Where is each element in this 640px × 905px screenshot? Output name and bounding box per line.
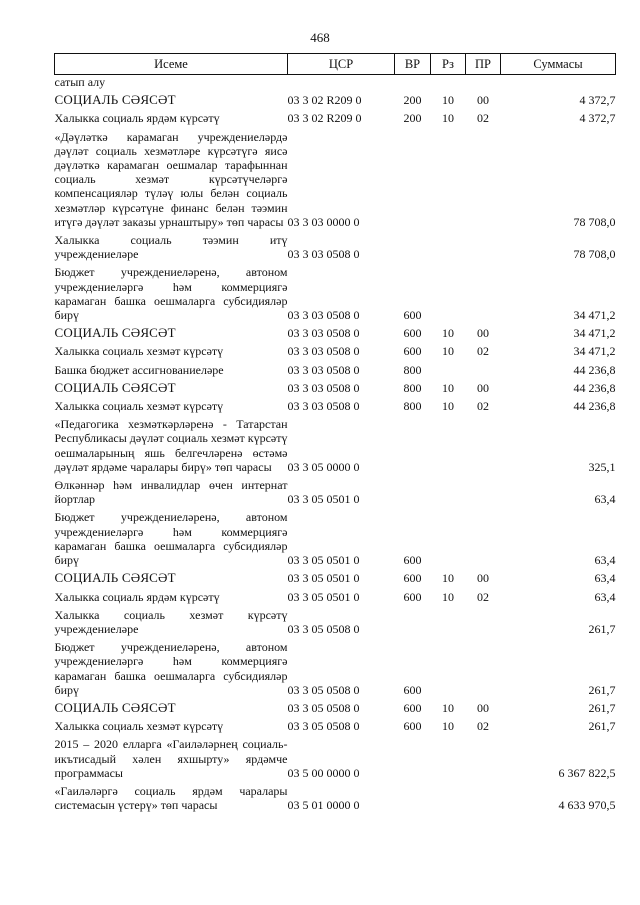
table-row <box>55 75 616 90</box>
cell-csr: 03 3 05 0501 0 <box>287 571 360 586</box>
cell-sum: 261,7 <box>588 719 616 734</box>
cell-vr <box>395 604 431 636</box>
table-row <box>55 377 616 395</box>
cell-pr <box>466 413 501 474</box>
cell-name: Халыкка социаль хезмәт күрсәтү <box>54 399 224 414</box>
cell-sum: 78 708,0 <box>573 214 616 229</box>
cell-sum: 4 372,7 <box>579 93 616 108</box>
cell-vr <box>395 780 431 812</box>
cell-pr <box>466 780 501 812</box>
cell-pr: 02 <box>477 589 489 604</box>
cell-vr: 600 <box>403 308 422 323</box>
cell-rz <box>431 474 466 506</box>
cell-pr: 02 <box>477 719 489 734</box>
cell-sum: 34 471,2 <box>573 326 616 341</box>
cell-name: Халыкка социаль хезмәт күрсәтү <box>54 719 224 734</box>
cell-rz <box>431 229 466 261</box>
cell-rz <box>431 780 466 812</box>
cell-pr: 00 <box>477 571 489 586</box>
table-body <box>55 75 616 813</box>
cell-sum: 261,7 <box>588 700 616 715</box>
cell-pr <box>466 474 501 506</box>
cell-csr: 03 3 05 0508 0 <box>287 719 360 734</box>
cell-rz: 10 <box>442 93 454 108</box>
cell-pr: 02 <box>477 399 489 414</box>
cell-sum <box>501 75 616 90</box>
header-pr: ПР <box>466 54 501 75</box>
cell-pr: 00 <box>477 326 489 341</box>
cell-csr: 03 3 05 0508 0 <box>287 682 360 697</box>
cell-rz <box>431 359 466 377</box>
table-row <box>55 604 616 636</box>
cell-csr: 03 3 05 0000 0 <box>287 459 360 474</box>
cell-rz: 10 <box>442 589 454 604</box>
cell-rz: 10 <box>442 700 454 715</box>
cell-sum: 34 471,2 <box>573 308 616 323</box>
cell-name: Халыкка социаль хезмәт күрсәтү <box>54 344 224 359</box>
cell-sum: 78 708,0 <box>573 247 616 262</box>
cell-name: Бюджет учреждениеләренә, автоном учреждениеләргә һәм коммерциягә карамаган башка оешмаларга субсидияләр бирү <box>54 510 288 568</box>
cell-rz <box>431 126 466 229</box>
cell-vr: 800 <box>403 399 422 414</box>
cell-rz: 10 <box>442 326 454 341</box>
cell-csr: 03 3 05 0508 0 <box>287 621 360 636</box>
cell-rz <box>431 733 466 780</box>
cell-name: СОЦИАЛЬ СӘЯСӘТ <box>54 325 176 341</box>
cell-pr: 00 <box>477 93 489 108</box>
cell-rz: 10 <box>442 719 454 734</box>
cell-csr: 03 5 01 0000 0 <box>287 798 360 813</box>
cell-pr <box>466 261 501 322</box>
cell-csr: 03 5 00 0000 0 <box>287 765 360 780</box>
cell-vr <box>395 733 431 780</box>
cell-vr: 600 <box>403 571 422 586</box>
cell-sum: 44 236,8 <box>573 380 616 395</box>
cell-csr: 03 3 03 0508 0 <box>287 362 360 377</box>
cell-csr: 03 3 03 0000 0 <box>287 214 360 229</box>
cell-rz <box>431 604 466 636</box>
table-header-row <box>55 54 616 75</box>
cell-vr: 200 <box>403 93 422 108</box>
cell-name: Өлкәннәр һәм инвалидлар өчен интернат йортлар <box>54 478 288 507</box>
cell-sum: 261,7 <box>588 621 616 636</box>
cell-name: сатып алу <box>54 75 106 89</box>
cell-csr: 03 3 03 0508 0 <box>287 399 360 414</box>
cell-rz <box>431 506 466 567</box>
cell-csr: 03 3 05 0501 0 <box>287 589 360 604</box>
cell-sum: 63,4 <box>594 589 616 604</box>
cell-csr: 03 3 05 0501 0 <box>287 492 360 507</box>
cell-vr: 600 <box>403 326 422 341</box>
table-row <box>55 733 616 780</box>
header-sum: Суммасы <box>501 54 616 75</box>
table-row <box>55 229 616 261</box>
cell-vr <box>395 413 431 474</box>
cell-csr: 03 3 05 0508 0 <box>287 700 360 715</box>
cell-name: Бюджет учреждениеләренә, автоном учреждениеләргә һәм коммерциягә карамаган башка оешмаларга субсидияләр бирү <box>54 640 288 697</box>
cell-sum: 4 633 970,5 <box>558 798 616 813</box>
table-row <box>55 697 616 715</box>
table-row <box>55 395 616 413</box>
cell-rz: 10 <box>442 399 454 414</box>
table-row <box>55 474 616 506</box>
cell-vr: 600 <box>403 589 422 604</box>
cell-csr: 03 3 03 0508 0 <box>287 380 360 395</box>
cell-csr: 03 3 02 R209 0 <box>287 111 362 126</box>
cell-sum: 63,4 <box>594 571 616 586</box>
table-row <box>55 322 616 340</box>
cell-pr: 00 <box>477 700 489 715</box>
cell-rz <box>431 261 466 322</box>
cell-pr <box>466 636 501 697</box>
cell-name: Халыкка социаль ярдәм күрсәтү <box>54 111 220 126</box>
cell-name: СОЦИАЛЬ СӘЯСӘТ <box>54 570 176 586</box>
cell-sum: 44 236,8 <box>573 362 616 377</box>
cell-vr <box>395 75 431 90</box>
table-row <box>55 107 616 125</box>
table-row <box>55 413 616 474</box>
cell-sum: 6 367 822,5 <box>558 765 616 780</box>
cell-name: СОЦИАЛЬ СӘЯСӘТ <box>54 699 176 715</box>
cell-sum: 63,4 <box>594 492 616 507</box>
cell-vr <box>395 126 431 229</box>
table-row <box>55 126 616 229</box>
cell-name: Бюджет учреждениеләренә, автоном учреждениеләргә һәм коммерциягә карамаган башка оешмаларга субсидияләр бирү <box>54 265 288 323</box>
cell-vr: 600 <box>403 344 422 359</box>
cell-name: 2015 – 2020 елларга «Гаиләләрнең социаль-икътисадый хәлен яхшырту» ярдәмче программасы <box>54 737 288 780</box>
cell-sum: 44 236,8 <box>573 399 616 414</box>
cell-rz <box>431 413 466 474</box>
cell-pr <box>466 359 501 377</box>
cell-sum: 325,1 <box>588 459 616 474</box>
cell-csr: 03 3 05 0501 0 <box>287 553 360 568</box>
cell-vr <box>395 229 431 261</box>
cell-name: «Педагогика хезмәткәрләренә - Татарстан Республикасы дәүләт социаль хезмәт күрсәтү оешмаларының яшь белгечләренә өстәмә дәүләт ярдәме чаралары бирү» төп чарасы <box>54 417 288 474</box>
cell-pr: 02 <box>477 111 489 126</box>
cell-name: Халыкка социаль ярдәм күрсәтү <box>54 589 220 604</box>
cell-name: СОЦИАЛЬ СӘЯСӘТ <box>54 379 176 395</box>
cell-name: Башка бюджет ассигнованиеләре <box>54 362 224 377</box>
cell-vr: 600 <box>403 553 422 568</box>
cell-rz <box>431 75 466 90</box>
cell-pr <box>466 733 501 780</box>
cell-rz: 10 <box>442 380 454 395</box>
cell-name: «Гаиләләргә социаль ярдәм чаралары системасын үстерү» төп чарасы <box>54 783 288 813</box>
cell-csr: 03 3 03 0508 0 <box>287 344 360 359</box>
cell-sum: 261,7 <box>588 682 616 697</box>
page-number: 468 <box>310 30 330 45</box>
cell-csr: 03 3 03 0508 0 <box>287 308 360 323</box>
cell-name: СОЦИАЛЬ СӘЯСӘТ <box>54 92 176 108</box>
cell-pr <box>466 604 501 636</box>
cell-pr <box>466 75 501 90</box>
cell-rz: 10 <box>442 344 454 359</box>
cell-pr: 00 <box>477 380 489 395</box>
table-row <box>55 89 616 107</box>
cell-name: «Дәүләткә карамаган учреждениеләрдә дәүләт социаль хезмәтләре күрсәтүгә яисә дәүләткә карамаган оешмалар тарафыннан социаль хезмәт күрсәтүчеләргә компенсацияләр түләү юлы белән социаль хезмәтләр күрсәтүне финанс белән тәэмин итүгә дәүләт заказы урнаштыру» төп чарасы <box>54 129 288 229</box>
header-name: Исеме <box>55 54 288 75</box>
cell-name: Халыкка социаль тәэмин итү учреждениеләре <box>54 233 288 262</box>
cell-rz <box>431 636 466 697</box>
table-row <box>55 261 616 322</box>
cell-rz: 10 <box>442 111 454 126</box>
cell-vr <box>395 474 431 506</box>
cell-csr <box>288 75 395 90</box>
cell-vr: 800 <box>403 362 422 377</box>
cell-vr: 800 <box>403 380 422 395</box>
header-vr: ВР <box>395 54 431 75</box>
table-row <box>55 780 616 812</box>
cell-csr: 03 3 03 0508 0 <box>287 247 360 262</box>
cell-name: Халыкка социаль хезмәт күрсәтү учреждениеләре <box>54 607 288 636</box>
cell-vr: 600 <box>403 700 422 715</box>
table-row <box>55 359 616 377</box>
cell-vr: 200 <box>403 111 422 126</box>
table-row <box>55 567 616 585</box>
table-row <box>55 340 616 358</box>
cell-sum: 4 372,7 <box>579 111 616 126</box>
header-rz: Рз <box>431 54 466 75</box>
table-row <box>55 715 616 733</box>
cell-csr: 03 3 02 R209 0 <box>287 93 362 108</box>
cell-vr: 600 <box>403 682 422 697</box>
budget-table <box>54 53 616 812</box>
cell-csr: 03 3 03 0508 0 <box>287 326 360 341</box>
cell-rz: 10 <box>442 571 454 586</box>
table-row <box>55 586 616 604</box>
cell-sum: 34 471,2 <box>573 344 616 359</box>
table-row <box>55 506 616 567</box>
cell-pr <box>466 126 501 229</box>
cell-pr: 02 <box>477 344 489 359</box>
cell-pr <box>466 506 501 567</box>
cell-sum: 63,4 <box>594 553 616 568</box>
table-row <box>55 636 616 697</box>
cell-pr <box>466 229 501 261</box>
cell-vr: 600 <box>403 719 422 734</box>
header-csr: ЦСР <box>288 54 395 75</box>
